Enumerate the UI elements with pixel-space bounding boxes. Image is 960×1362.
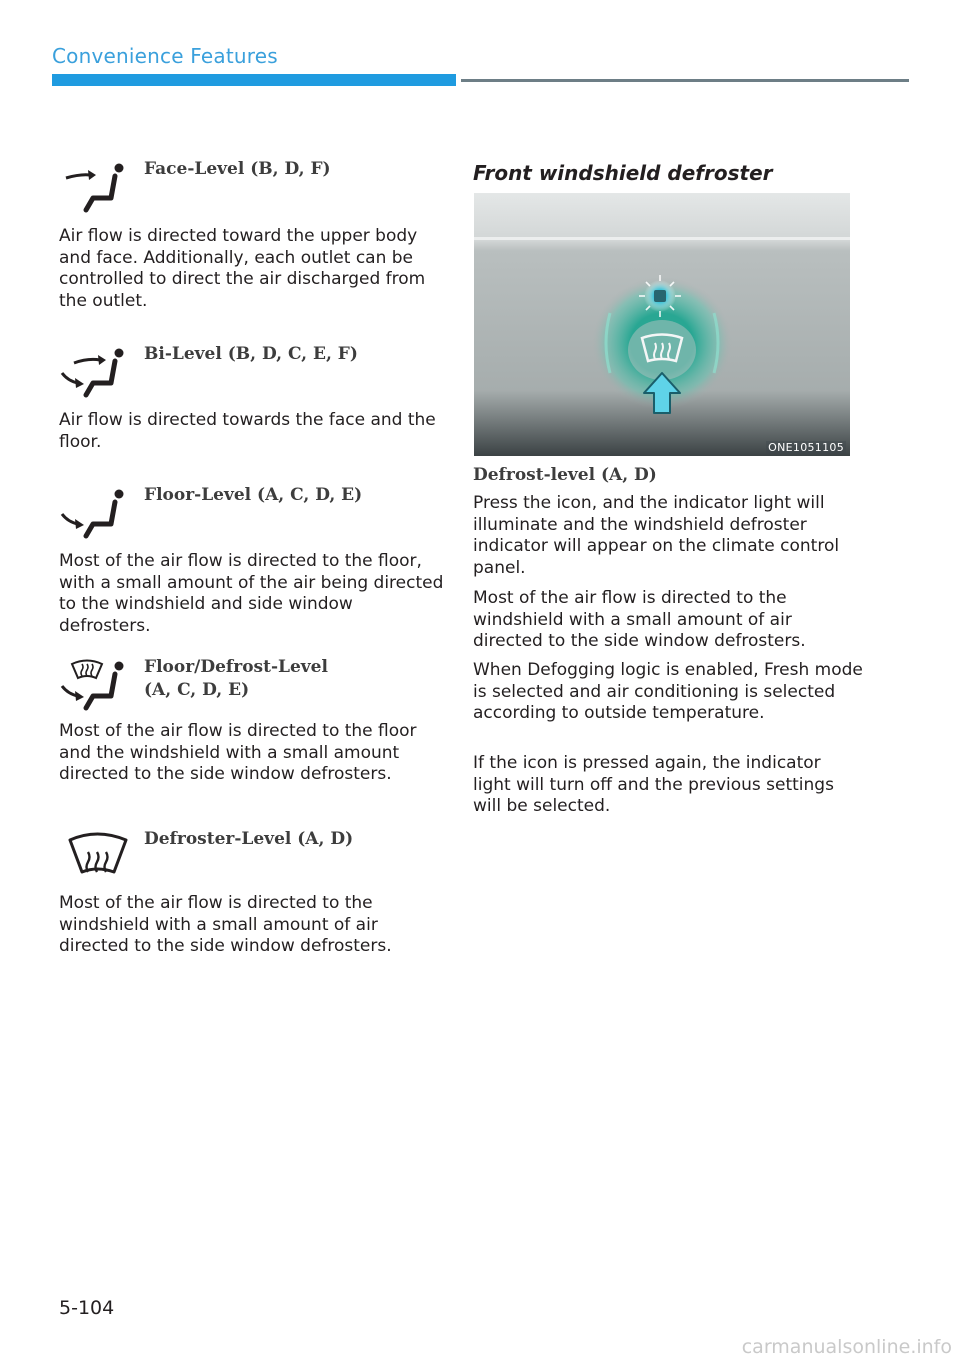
mode-description: Most of the air flow is directed to the floor, with a small amount of the air being directed to the windshield and side window defrosters. [59, 551, 444, 636]
mode-description: Air flow is directed towards the face and the floor. [59, 410, 436, 452]
figure-caption: ONE1051105 [768, 441, 844, 454]
mode-label [144, 656, 328, 702]
mode-label: Defroster-Level (A, D) [144, 829, 354, 849]
header-bar-accent [52, 74, 456, 86]
mode-label: Floor-Level (A, C, D, E) [144, 485, 363, 505]
mode-description: Most of the air flow is directed to the windshield with a small amount of air directed to the side window defrosters. [59, 893, 392, 956]
section-title: Front windshield defroster [473, 161, 773, 185]
floor-defrost-level-icon [60, 656, 140, 720]
mode-description: Air flow is directed toward the upper body and face. Additionally, each outlet can be controlled to direct the air discharged from the outlet. [59, 226, 426, 311]
defroster-button-figure [474, 193, 850, 456]
mode-label: Bi-Level (B, D, C, E, F) [144, 344, 358, 364]
mode-description: Most of the air flow is directed to the floor and the windshield with a small amount directed to the side window defrosters. [59, 721, 417, 784]
defroster-panel-illustration [474, 193, 850, 456]
header-rule [461, 79, 909, 82]
paragraph: Most of the air flow is directed to the windshield with a small amount of air directed to the side window defrosters. [473, 588, 806, 651]
paragraph: When Defogging logic is enabled, Fresh mode is selected and air conditioning is selected according to outside temperature. [473, 660, 863, 723]
bi-level-icon [60, 343, 140, 407]
paragraph: Press the icon, and the indicator light will illuminate and the windshield defroster indicator will appear on the climate control panel. [473, 493, 840, 578]
mode-label: Face-Level (B, D, F) [144, 159, 331, 179]
section-header-title: Convenience Features [52, 44, 278, 68]
paragraph: If the icon is pressed again, the indicator light will turn off and the previous settings will be selected. [473, 753, 834, 816]
defroster-level-icon [60, 828, 140, 892]
page-number: 5-104 [59, 1297, 115, 1319]
mode-label-line: (A, C, D, E) [144, 680, 250, 700]
watermark: carmanualsonline.info [741, 1336, 952, 1358]
mode-label-line: Floor/Defrost-Level [144, 657, 328, 677]
face-level-icon [60, 158, 140, 222]
floor-level-icon [60, 484, 140, 548]
subheading: Defrost-level (A, D) [473, 465, 657, 485]
